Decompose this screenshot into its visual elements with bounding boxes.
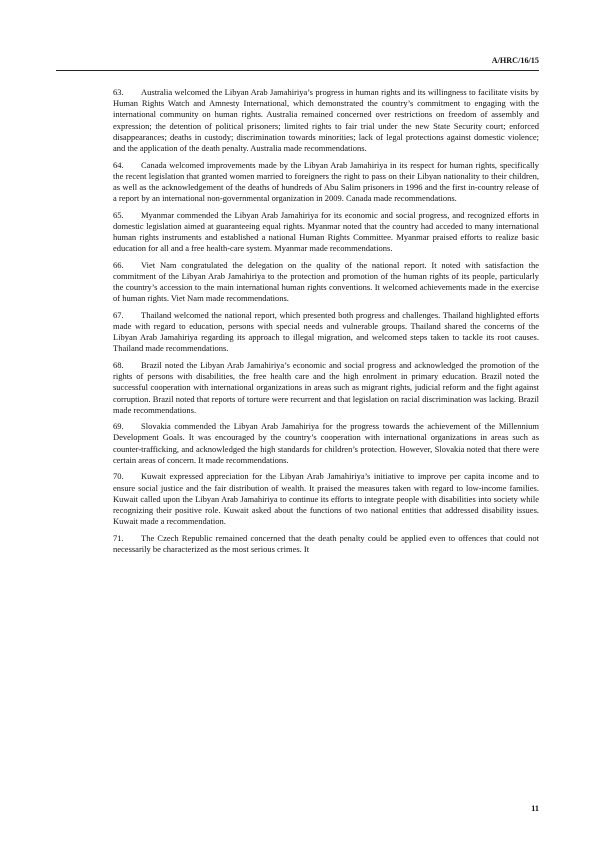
paragraph-number: 67.	[113, 309, 124, 320]
paragraph-number: 65.	[113, 209, 124, 220]
header-rule	[56, 70, 539, 71]
paragraph-70	[113, 471, 539, 527]
paragraph-65	[113, 210, 539, 255]
paragraph-text: Brazil noted the Libyan Arab Jamahiriya’s economic and social progress and acknowledged the promotion of the rights of persons with disabilities, the free health care and the high enrolment in primary education. Brazil noted the successful cooperation with international organizations in areas such as migrant rights, judicial reform and the fight against corruption. Brazil noted that reports of torture were recurrent and that legislation on racial discrimination was lacking. Brazil made recommendations.	[113, 359, 539, 415]
paragraph-text: Australia welcomed the Libyan Arab Jamahiriya’s progress in human rights and its willingness to facilitate visits by Human Rights Watch and Amnesty International, which demonstrated the country’s commitment to engaging with the international community on human rights. Australia remained concerned over restrictions on freedom of assembly and expression; the detention of political prisoners; limited rights to fair trial under the new State Security court; enforced disappearances; deaths in custody; discrimination towards minorities; lack of legal protections against domestic violence; and the application of the death penalty. Australia made recommendations.	[113, 87, 539, 154]
paragraph-66	[113, 260, 539, 305]
document-body	[113, 87, 539, 560]
paragraph-text: Thailand welcomed the national report, which presented both progress and challenges. Thailand highlighted efforts made with regard to education, persons with special needs and vulnerable groups. Thailand shared the concerns of the Libyan Arab Jamahiriya regarding its approach to illegal migration, and welcomed steps taken to tackle its root causes. Thailand made recommendations.	[113, 309, 539, 354]
paragraph-64	[113, 160, 539, 205]
paragraph-text: The Czech Republic remained concerned that the death penalty could be applied even to offences that could not necessarily be characterized as the most serious crimes. It	[113, 532, 539, 554]
paragraph-number: 63.	[113, 87, 124, 97]
paragraph-69	[113, 421, 539, 466]
paragraph-number: 68.	[113, 359, 124, 370]
paragraph-number: 69.	[113, 421, 124, 432]
paragraph-text: Kuwait expressed appreciation for the Libyan Arab Jamahiriya’s initiative to improve per capita income and to ensure social justice and the fair distribution of wealth. It praised the measures taken with regard to low-income families. Kuwait called upon the Libyan Arab Jamahiriya to continue its efforts to integrate people with disabilities into society while recognizing their positive role. Kuwait asked about the functions of two national entities that addressed disability issues. Kuwait made a recommendation.	[113, 471, 539, 527]
paragraph-text: Slovakia commended the Libyan Arab Jamahiriya for the progress towards the achievement of the Millennium Development Goals. It was encouraged by the country’s cooperation with international organizations in areas such as counter-trafficking, and acknowledged the high standards for children’s protection. However, Slovakia noted that there were certain areas of concern. It made recommendations.	[113, 421, 539, 465]
paragraph-67	[113, 310, 539, 355]
page-number: 11	[531, 804, 539, 813]
paragraph-71	[113, 533, 539, 555]
paragraph-text: Viet Nam congratulated the delegation on the quality of the national report. It noted with satisfaction the commitment of the Libyan Arab Jamahiriya to the protection and promotion of the human rights of its people, particularly the country’s accession to the main international human rights conventions. It welcomed achievements made in the exercise of human rights. Viet Nam made recommendations.	[113, 259, 539, 304]
paragraph-text: Myanmar commended the Libyan Arab Jamahiriya for its economic and social progress, and recognized efforts in domestic legislation aimed at guaranteeing equal rights. Myanmar noted that the country had acceded to many international human rights instruments and established a national Human Rights Committee. Myanmar praised efforts to realize basic education for all and a free health-care system. Myanmar made recommendations.	[113, 209, 539, 254]
paragraph-63	[113, 87, 539, 154]
document-symbol: A/HRC/16/15	[491, 56, 539, 65]
paragraph-number: 70.	[113, 471, 124, 482]
paragraph-number: 71.	[113, 532, 124, 543]
paragraph-number: 64.	[113, 159, 124, 170]
paragraph-68	[113, 360, 539, 416]
paragraph-text: Canada welcomed improvements made by the Libyan Arab Jamahiriya in its respect for human rights, specifically the recent legislation that granted women married to foreigners the right to pass on their Libyan nationality to their children, as well as the acknowledgement of the deaths of hundreds of Abu Salim prisoners in 1996 and the first in-country release of a report by an international non-governmental organization in 2009. Canada made recommendations.	[113, 159, 539, 204]
paragraph-number: 66.	[113, 259, 124, 270]
